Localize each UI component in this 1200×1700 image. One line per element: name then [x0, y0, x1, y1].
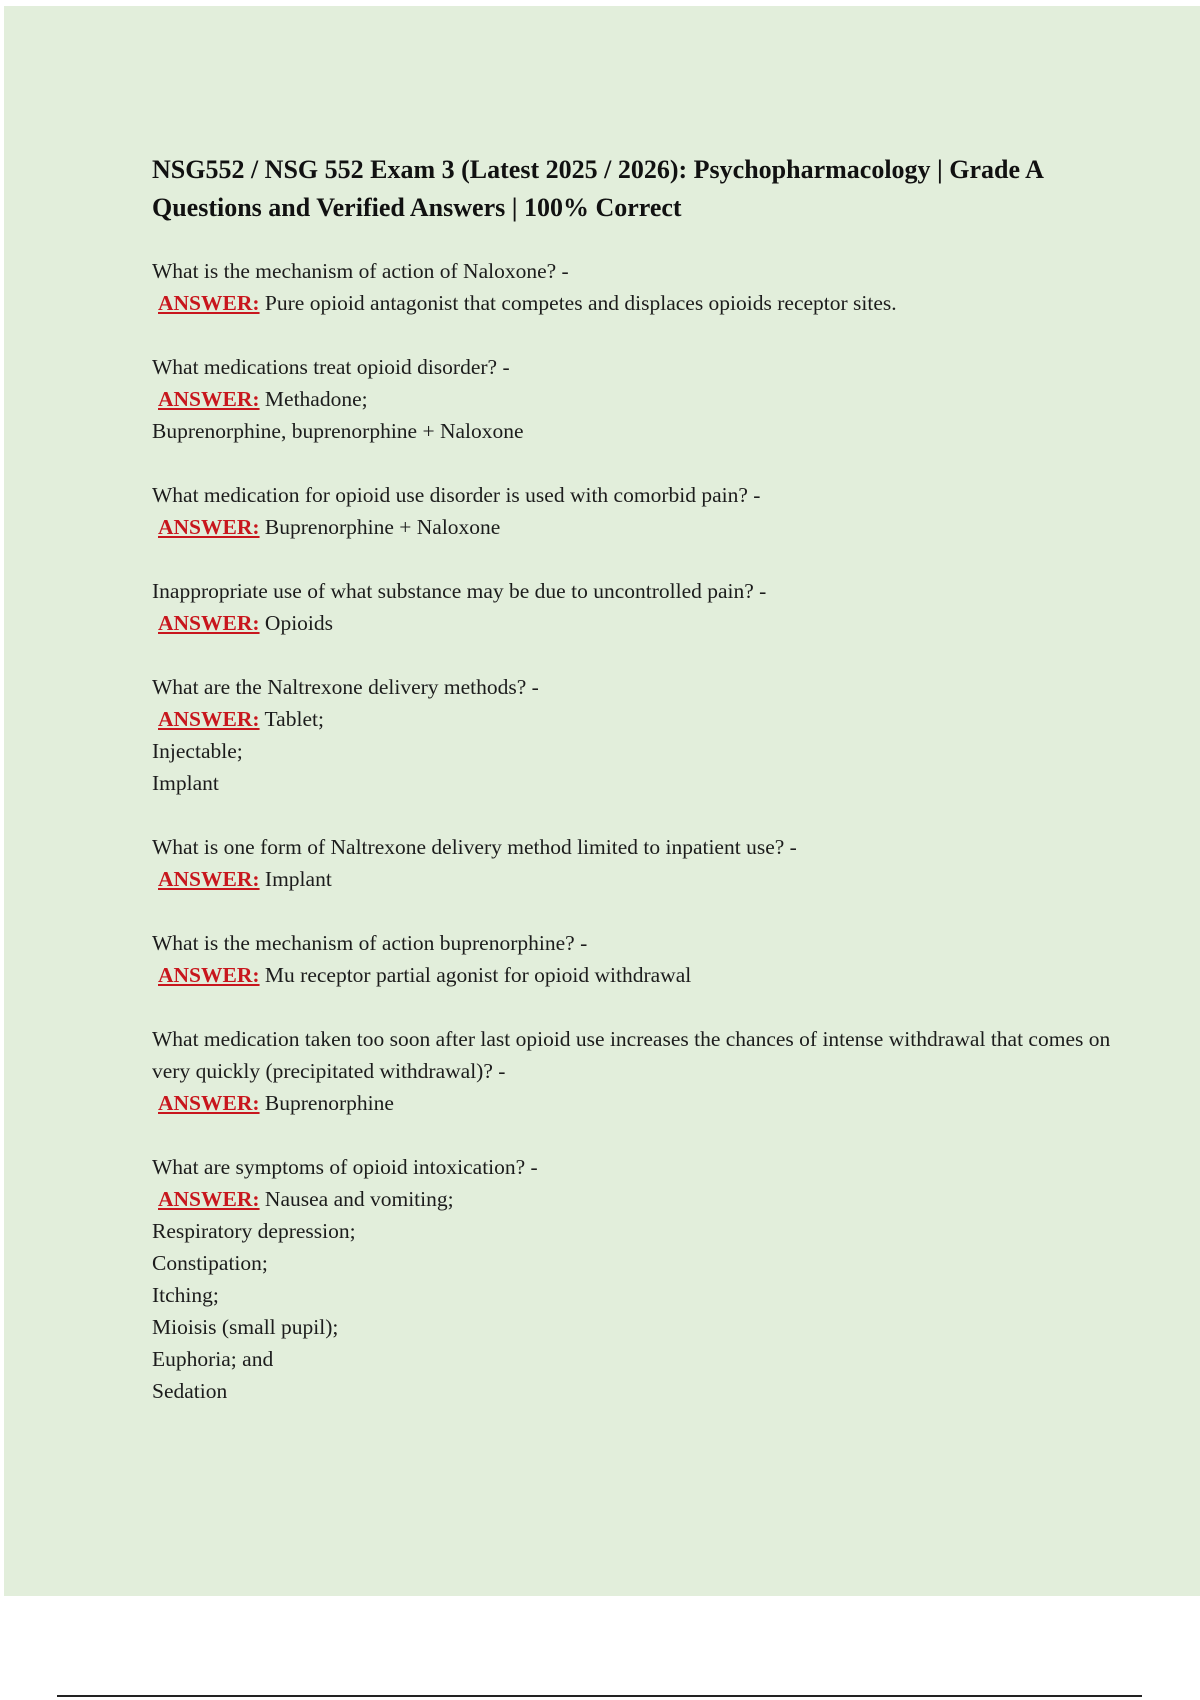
qa-item — [152, 1023, 1112, 1119]
answer-line — [152, 383, 1112, 415]
answer-label: ANSWER: — [158, 867, 260, 891]
answer-label: ANSWER: — [158, 291, 260, 315]
answer-label: ANSWER: — [158, 707, 260, 731]
question-text: What is the mechanism of action buprenorphine? - — [152, 931, 588, 955]
answer-continuation: Implant — [152, 771, 219, 795]
answer-continuation: Injectable; — [152, 739, 243, 763]
answer-line — [152, 703, 1112, 735]
question-text: What is one form of Naltrexone delivery method limited to inpatient use? - — [152, 835, 797, 859]
answer-text: Nausea and vomiting; — [264, 1187, 454, 1211]
answer-line — [152, 959, 1112, 991]
footer-divider — [57, 1695, 1142, 1697]
answer-text: Tablet; — [264, 707, 324, 731]
qa-item — [152, 479, 1112, 543]
qa-item — [152, 671, 1112, 799]
answer-text: Buprenorphine — [264, 1091, 394, 1115]
question-text: What is the mechanism of action of Naloxone? - — [152, 259, 569, 283]
answer-line — [152, 1183, 1112, 1215]
answer-text: Opioids — [264, 611, 334, 635]
answer-label: ANSWER: — [158, 387, 260, 411]
answer-line — [152, 511, 1112, 543]
answer-continuation: Mioisis (small pupil); — [152, 1315, 339, 1339]
answer-text: Implant — [264, 867, 332, 891]
answer-text: Pure opioid antagonist that competes and displaces opioids receptor sites. — [264, 291, 897, 315]
qa-item — [152, 1151, 1112, 1407]
qa-item — [152, 351, 1112, 447]
document-content — [152, 151, 1112, 1439]
answer-continuation: Euphoria; and — [152, 1347, 274, 1371]
answer-label: ANSWER: — [158, 1187, 260, 1211]
qa-item — [152, 255, 1112, 319]
answer-line — [152, 1087, 1112, 1119]
answer-line — [152, 863, 1112, 895]
answer-label: ANSWER: — [158, 1091, 260, 1115]
document-title: NSG552 / NSG 552 Exam 3 (Latest 2025 / 2026): Psychopharmacology | Grade A Questions and Verified Answers | 100% Correct — [152, 155, 1043, 222]
question-text: What medication for opioid use disorder is used with comorbid pain? - — [152, 483, 761, 507]
question-text: What are the Naltrexone delivery methods? - — [152, 675, 539, 699]
answer-line — [152, 287, 1112, 319]
answer-text: Methadone; — [264, 387, 368, 411]
qa-item — [152, 575, 1112, 639]
answer-label: ANSWER: — [158, 963, 260, 987]
document-sheet — [4, 6, 1200, 1596]
qa-item — [152, 831, 1112, 895]
question-text: What medications treat opioid disorder? - — [152, 355, 510, 379]
answer-label: ANSWER: — [158, 515, 260, 539]
answer-continuation: Buprenorphine, buprenorphine + Naloxone — [152, 419, 524, 443]
answer-text: Mu receptor partial agonist for opioid withdrawal — [264, 963, 692, 987]
question-text: What are symptoms of opioid intoxication? - — [152, 1155, 538, 1179]
answer-continuation: Respiratory depression; — [152, 1219, 356, 1243]
answer-text: Buprenorphine + Naloxone — [264, 515, 501, 539]
answer-line — [152, 607, 1112, 639]
question-text: Inappropriate use of what substance may be due to uncontrolled pain? - — [152, 579, 767, 603]
answer-continuation: Constipation; — [152, 1251, 268, 1275]
answer-continuation: Sedation — [152, 1379, 228, 1403]
answer-continuation: Itching; — [152, 1283, 219, 1307]
answer-label: ANSWER: — [158, 611, 260, 635]
qa-item — [152, 927, 1112, 991]
question-text: What medication taken too soon after last opioid use increases the chances of intense withdrawal that comes on very quickly (precipitated withdrawal)? - — [152, 1027, 1111, 1083]
